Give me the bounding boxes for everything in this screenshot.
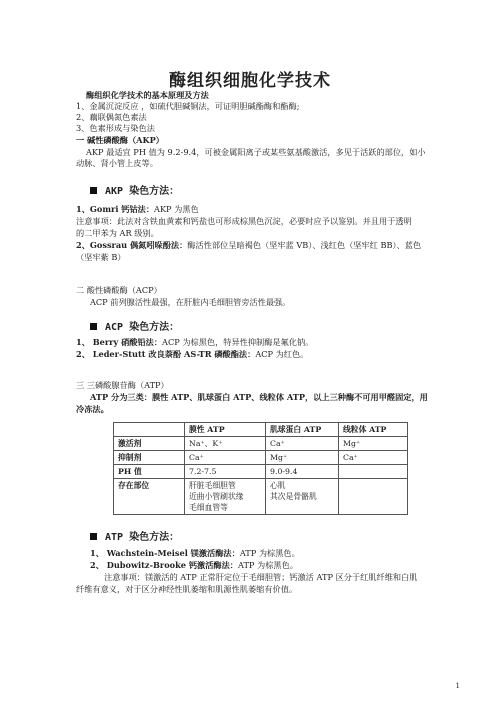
akp-m1-text: AKP 为黑色 [154, 204, 199, 214]
table-cell [185, 479, 266, 515]
cell-line: 肝脏毛细胆管 [189, 481, 236, 490]
table-cell [339, 465, 408, 479]
square-bullet-icon [90, 323, 97, 330]
table-cell [339, 479, 408, 515]
table-header-cell: 肌球蛋白 ATP [266, 423, 339, 437]
akp-method-title: AKP 染色方法： [105, 186, 180, 197]
table-row-label: PH 值 [114, 465, 185, 479]
principle-item-3: 3、色素形成与染色法 [76, 123, 155, 133]
akp-method-heading [90, 182, 179, 197]
acp-m1-text: ACP 为棕黑色，特异性抑制酶是氟化钠。 [162, 337, 314, 347]
akp-method-1 [76, 204, 199, 215]
table-cell: Ca⁺ [339, 451, 408, 465]
akp-m2-text-line2: （坚牢紫 B） [76, 252, 126, 262]
acp-heading: 二 酸性磷酸酶（ACP） [76, 285, 162, 295]
square-bullet-icon [90, 533, 97, 540]
akp-m2-text: 酶活性部位呈暗褐色（坚牢蓝 VB）、浅红色（坚牢红 BB）、蓝色 [187, 240, 422, 250]
acp-m2-title: 2、 Leder-Stutt 改良萘酚 AS-TR 磷酸酯法： [76, 349, 256, 359]
akp-m1-title: 1、Gomri 钙钴法： [76, 204, 155, 214]
akp-m1-note-line2: 的二甲苯为 AR 级别。 [76, 228, 159, 238]
principle-item-2: 2、藕联偶氮色素法 [76, 112, 147, 122]
table-cell: 7.2-7.5 [185, 465, 266, 479]
acp-m1-title: 1、 Berry 硝酸铅法： [76, 337, 163, 347]
acp-desc: ACP 前列腺活性最强，在肝脏内毛细胆管旁活性最强。 [90, 297, 291, 307]
table-cell [266, 479, 339, 515]
square-bullet-icon [90, 187, 97, 194]
table-row-label: 抑制剂 [114, 451, 185, 465]
acp-method-1 [76, 337, 313, 348]
table-row [114, 479, 408, 515]
table-header-cell: 线粒体 ATP [339, 423, 408, 437]
atp-m1-title: 1、 Wachstein-Meisel 镁激活酶法： [90, 548, 240, 558]
akp-desc-line2: 动脉、肾小管上皮等。 [76, 158, 158, 168]
atp-desc-line2: 冷冻法。 [76, 404, 109, 414]
acp-method-heading [90, 318, 179, 333]
atp-method-1 [90, 548, 300, 559]
akp-method-2 [76, 240, 421, 251]
akp-heading: 一 碱性磷酸酶（AKP） [76, 135, 164, 145]
atp-m2-title: 2、 Dubowitz-Brooke 钙激活酶法： [90, 560, 238, 570]
table-row [114, 465, 408, 479]
atp-table [113, 422, 408, 515]
akp-m1-note-line1: 注意事项：此法对含铁血黄素和钙盐也可形成棕黑色沉淀，必要时应予以鉴别。并且用于透明 [76, 216, 412, 226]
atp-method-2 [90, 560, 298, 571]
table-row [114, 437, 408, 451]
principle-item-1: 1、金属沉淀反应 ，如硫代胆碱铜法，可证明胆碱酯酶和酯酶; [76, 101, 300, 111]
table-cell: Mg⁺ [339, 437, 408, 451]
table-cell: 9.0-9.4 [266, 465, 339, 479]
table-cell: Na⁺、K⁺ [185, 437, 266, 451]
table-header-cell [114, 423, 185, 437]
atp-note-line2: 纤维有意义，对于区分神经性肌萎缩和肌源性肌萎缩有价值。 [76, 584, 298, 594]
atp-note-line1: 注意事项：镁激活的 ATP 正常肝定位于毛细胆管；钙激活 ATP 区分于红肌纤维和白肌 [104, 572, 418, 582]
table-header-row [114, 423, 408, 437]
page-title: 酶组织细胞化学技术 [169, 71, 331, 91]
akp-desc-line1: AKP 最适宜 PH 值为 9.2-9.4，可被金属阳离子或某些氨基酸激活，多见于活跃的部位，如小 [86, 147, 426, 157]
table-row [114, 451, 408, 465]
atp-method-heading [90, 528, 179, 543]
table-header-cell: 膜性 ATP [185, 423, 266, 437]
atp-method-title: ATP 染色方法： [105, 532, 180, 543]
table-row-label: 存在部位 [114, 479, 185, 515]
acp-method-2 [76, 349, 308, 360]
principles-heading: 酶组织化学技术的基本原理及方法 [86, 90, 209, 100]
table-row-label: 激活剂 [114, 437, 185, 451]
atp-heading: 三 三磷酸腺苷酶（ATP） [76, 380, 169, 390]
page-number: 1 [455, 682, 460, 690]
acp-m2-text: ACP 为红色。 [255, 349, 309, 359]
atp-desc-line1: ATP 分为三类：膜性 ATP、肌球蛋白 ATP、线粒体 ATP，以上三种酶不可用甲醛固定，用 [90, 392, 428, 402]
cell-line: 毛细血管等 [189, 503, 228, 512]
atp-m1-text: ATP 为棕黑色。 [239, 548, 300, 558]
table-cell: Ca⁺ [266, 437, 339, 451]
cell-line: 近曲小管刷状缘 [189, 492, 244, 501]
table-cell: Mg⁺ [266, 451, 339, 465]
cell-line: 其次是骨骼肌 [270, 492, 317, 501]
atp-m2-text: ATP 为棕黑色。 [237, 560, 298, 570]
table-cell: Ca⁺ [185, 451, 266, 465]
cell-line: 心肌 [270, 481, 286, 490]
acp-method-title: ACP 染色方法： [105, 322, 180, 333]
akp-m2-title: 2、Gossrau 偶氮吲哚酚法： [76, 240, 188, 250]
